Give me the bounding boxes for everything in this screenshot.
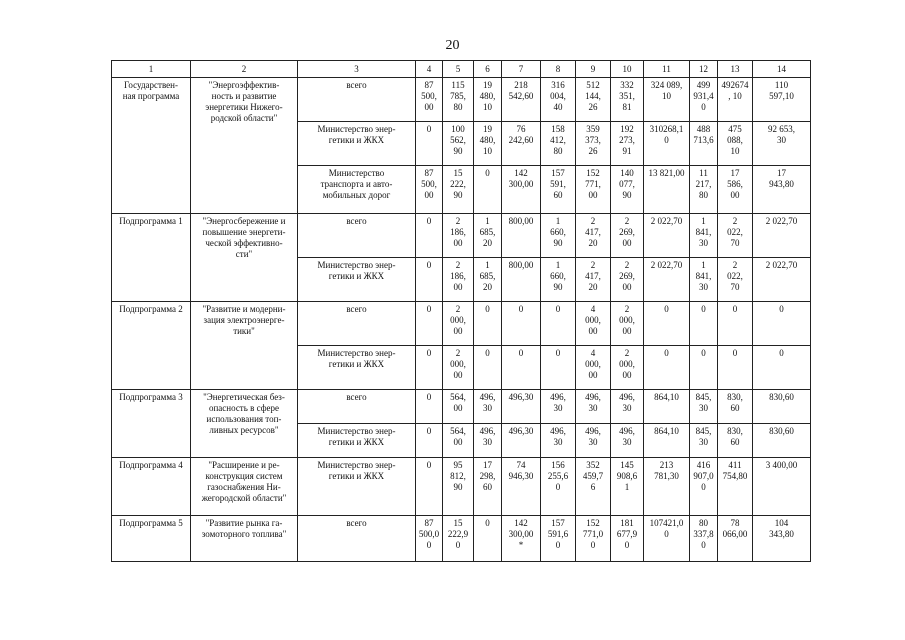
amount-cell: 76 242,60	[502, 122, 541, 166]
amount-cell: 845, 30	[690, 390, 718, 424]
program-name-cell: "Энергосбережение и повышение энергети- ческой эффективно- сти"	[191, 214, 298, 302]
amount-cell: 845, 30	[690, 424, 718, 458]
funding-source-cell: Министерство энер- гетики и ЖКХ	[298, 346, 416, 390]
amount-cell: 0	[416, 346, 443, 390]
amount-cell: 15 222, 90	[443, 166, 474, 214]
program-level-cell: Подпрограмма 3	[112, 390, 191, 458]
amount-cell: 0	[416, 390, 443, 424]
amount-cell: 332 351, 81	[611, 78, 644, 122]
amount-cell: 0	[690, 302, 718, 346]
amount-cell: 0	[416, 122, 443, 166]
amount-cell: 2 417, 20	[576, 258, 611, 302]
amount-cell: 0	[753, 346, 811, 390]
amount-cell: 158 412, 80	[541, 122, 576, 166]
amount-cell: 2 022, 70	[718, 214, 753, 258]
amount-cell: 2 000, 00	[611, 346, 644, 390]
column-number-cell: 5	[443, 61, 474, 78]
amount-cell: 1 660, 90	[541, 258, 576, 302]
amount-cell: 830, 60	[718, 424, 753, 458]
column-number-cell: 6	[474, 61, 502, 78]
table-row	[112, 78, 811, 122]
amount-cell: 142 300,00 *	[502, 516, 541, 562]
amount-cell: 2 000, 00	[611, 302, 644, 346]
amount-cell: 0	[474, 346, 502, 390]
amount-cell: 104 343,80	[753, 516, 811, 562]
table-body	[112, 61, 811, 562]
amount-cell: 864,10	[644, 424, 690, 458]
amount-cell: 0	[474, 166, 502, 214]
amount-cell: 564, 00	[443, 424, 474, 458]
amount-cell: 78 066,00	[718, 516, 753, 562]
amount-cell: 0	[644, 302, 690, 346]
amount-cell: 496,30	[502, 424, 541, 458]
amount-cell: 496, 30	[576, 390, 611, 424]
amount-cell: 4 000, 00	[576, 346, 611, 390]
column-number-cell: 7	[502, 61, 541, 78]
amount-cell: 13 821,00	[644, 166, 690, 214]
funding-source-cell: всего	[298, 302, 416, 346]
funding-source-cell: Министерство энер- гетики и ЖКХ	[298, 258, 416, 302]
amount-cell: 218 542,60	[502, 78, 541, 122]
program-name-cell: "Энергоэффектив- ность и развитие энергетики Нижего- родской области"	[191, 78, 298, 214]
amount-cell: 152 771, 00	[576, 166, 611, 214]
amount-cell: 192 273, 91	[611, 122, 644, 166]
amount-cell: 324 089, 10	[644, 78, 690, 122]
amount-cell: 74 946,30	[502, 458, 541, 516]
funding-source-cell: Министерство энер- гетики и ЖКХ	[298, 122, 416, 166]
amount-cell: 4 000, 00	[576, 302, 611, 346]
amount-cell: 0	[753, 302, 811, 346]
amount-cell: 140 077, 90	[611, 166, 644, 214]
amount-cell: 87 500,0 0	[416, 516, 443, 562]
table-row	[112, 390, 811, 424]
column-number-cell: 11	[644, 61, 690, 78]
amount-cell: 0	[690, 346, 718, 390]
amount-cell: 496,30	[502, 390, 541, 424]
amount-cell: 107421,0 0	[644, 516, 690, 562]
funding-source-cell: Министерство транспорта и авто- мобильных дорог	[298, 166, 416, 214]
amount-cell: 496, 30	[611, 390, 644, 424]
amount-cell: 416 907,0 0	[690, 458, 718, 516]
amount-cell: 2 417, 20	[576, 214, 611, 258]
amount-cell: 17 298, 60	[474, 458, 502, 516]
program-name-cell: "Энергетическая без- опасность в сфере использования топ- ливных ресурсов"	[191, 390, 298, 458]
funding-source-cell: всего	[298, 516, 416, 562]
funding-source-cell: всего	[298, 214, 416, 258]
amount-cell: 492674 , 10	[718, 78, 753, 122]
column-number-cell: 9	[576, 61, 611, 78]
amount-cell: 564, 00	[443, 390, 474, 424]
amount-cell: 145 908,6 1	[611, 458, 644, 516]
amount-cell: 1 841, 30	[690, 258, 718, 302]
amount-cell: 181 677,9 0	[611, 516, 644, 562]
amount-cell: 0	[502, 346, 541, 390]
amount-cell: 2 022, 70	[718, 258, 753, 302]
funding-source-cell: Министерство энер- гетики и ЖКХ	[298, 424, 416, 458]
amount-cell: 830,60	[753, 390, 811, 424]
column-number-cell: 14	[753, 61, 811, 78]
amount-cell: 496, 30	[541, 390, 576, 424]
table-row	[112, 302, 811, 346]
amount-cell: 80 337,8 0	[690, 516, 718, 562]
amount-cell: 17 943,80	[753, 166, 811, 214]
amount-cell: 0	[644, 346, 690, 390]
amount-cell: 496, 30	[541, 424, 576, 458]
amount-cell: 2 022,70	[753, 258, 811, 302]
budget-table	[111, 60, 811, 562]
program-level-cell: Подпрограмма 5	[112, 516, 191, 562]
page-number: 20	[445, 38, 460, 53]
amount-cell: 800,00	[502, 214, 541, 258]
amount-cell: 100 562, 90	[443, 122, 474, 166]
amount-cell: 15 222,9 0	[443, 516, 474, 562]
amount-cell: 359 373, 26	[576, 122, 611, 166]
amount-cell: 1 841, 30	[690, 214, 718, 258]
amount-cell: 2 186, 00	[443, 214, 474, 258]
amount-cell: 92 653, 30	[753, 122, 811, 166]
amount-cell: 87 500, 00	[416, 78, 443, 122]
column-number-cell: 8	[541, 61, 576, 78]
amount-cell: 213 781,30	[644, 458, 690, 516]
amount-cell: 352 459,7 6	[576, 458, 611, 516]
amount-cell: 411 754,80	[718, 458, 753, 516]
amount-cell: 0	[416, 258, 443, 302]
column-number-cell: 13	[718, 61, 753, 78]
amount-cell: 475 088, 10	[718, 122, 753, 166]
amount-cell: 1 685, 20	[474, 258, 502, 302]
header-row	[112, 61, 811, 78]
amount-cell: 2 022,70	[644, 258, 690, 302]
program-name-cell: "Расширение и ре- конструкция систем газоснабжения Ни- жегородской области"	[191, 458, 298, 516]
column-number-cell: 4	[416, 61, 443, 78]
amount-cell: 0	[541, 302, 576, 346]
amount-cell: 2 000, 00	[443, 302, 474, 346]
amount-cell: 2 269, 00	[611, 258, 644, 302]
amount-cell: 488 713,6	[690, 122, 718, 166]
amount-cell: 0	[416, 214, 443, 258]
amount-cell: 1 685, 20	[474, 214, 502, 258]
amount-cell: 496, 30	[611, 424, 644, 458]
amount-cell: 512 144, 26	[576, 78, 611, 122]
amount-cell: 115 785, 80	[443, 78, 474, 122]
amount-cell: 157 591,6 0	[541, 516, 576, 562]
amount-cell: 0	[416, 302, 443, 346]
amount-cell: 19 480, 10	[474, 78, 502, 122]
amount-cell: 2 022,70	[644, 214, 690, 258]
column-number-cell: 12	[690, 61, 718, 78]
program-level-cell: Государствен- ная программа	[112, 78, 191, 214]
funding-source-cell: Министерство энер- гетики и ЖКХ	[298, 458, 416, 516]
amount-cell: 2 022,70	[753, 214, 811, 258]
amount-cell: 2 269, 00	[611, 214, 644, 258]
amount-cell: 496, 30	[576, 424, 611, 458]
program-level-cell: Подпрограмма 4	[112, 458, 191, 516]
column-number-cell: 1	[112, 61, 191, 78]
amount-cell: 830,60	[753, 424, 811, 458]
table-row	[112, 214, 811, 258]
amount-cell: 310268,1 0	[644, 122, 690, 166]
funding-source-cell: всего	[298, 78, 416, 122]
amount-cell: 499 931,4 0	[690, 78, 718, 122]
amount-cell: 0	[474, 302, 502, 346]
amount-cell: 152 771,0 0	[576, 516, 611, 562]
table-row	[112, 516, 811, 562]
amount-cell: 0	[416, 424, 443, 458]
amount-cell: 496, 30	[474, 390, 502, 424]
amount-cell: 87 500, 00	[416, 166, 443, 214]
amount-cell: 2 000, 00	[443, 346, 474, 390]
amount-cell: 0	[718, 346, 753, 390]
amount-cell: 864,10	[644, 390, 690, 424]
amount-cell: 110 597,10	[753, 78, 811, 122]
amount-cell: 3 400,00	[753, 458, 811, 516]
amount-cell: 19 480, 10	[474, 122, 502, 166]
amount-cell: 0	[416, 458, 443, 516]
amount-cell: 95 812, 90	[443, 458, 474, 516]
column-number-cell: 3	[298, 61, 416, 78]
amount-cell: 316 004, 40	[541, 78, 576, 122]
program-name-cell: "Развитие и модерни- зация электроэнерге- тики"	[191, 302, 298, 390]
amount-cell: 156 255,6 0	[541, 458, 576, 516]
amount-cell: 830, 60	[718, 390, 753, 424]
amount-cell: 800,00	[502, 258, 541, 302]
amount-cell: 0	[502, 302, 541, 346]
program-level-cell: Подпрограмма 1	[112, 214, 191, 302]
program-name-cell: "Развитие рынка га- зомоторного топлива"	[191, 516, 298, 562]
column-number-cell: 10	[611, 61, 644, 78]
table-row	[112, 458, 811, 516]
amount-cell: 142 300,00	[502, 166, 541, 214]
amount-cell: 0	[474, 516, 502, 562]
amount-cell: 17 586, 00	[718, 166, 753, 214]
column-number-cell: 2	[191, 61, 298, 78]
amount-cell: 2 186, 00	[443, 258, 474, 302]
program-level-cell: Подпрограмма 2	[112, 302, 191, 390]
amount-cell: 496, 30	[474, 424, 502, 458]
amount-cell: 0	[718, 302, 753, 346]
amount-cell: 1 660, 90	[541, 214, 576, 258]
amount-cell: 157 591, 60	[541, 166, 576, 214]
amount-cell: 0	[541, 346, 576, 390]
amount-cell: 11 217, 80	[690, 166, 718, 214]
funding-source-cell: всего	[298, 390, 416, 424]
